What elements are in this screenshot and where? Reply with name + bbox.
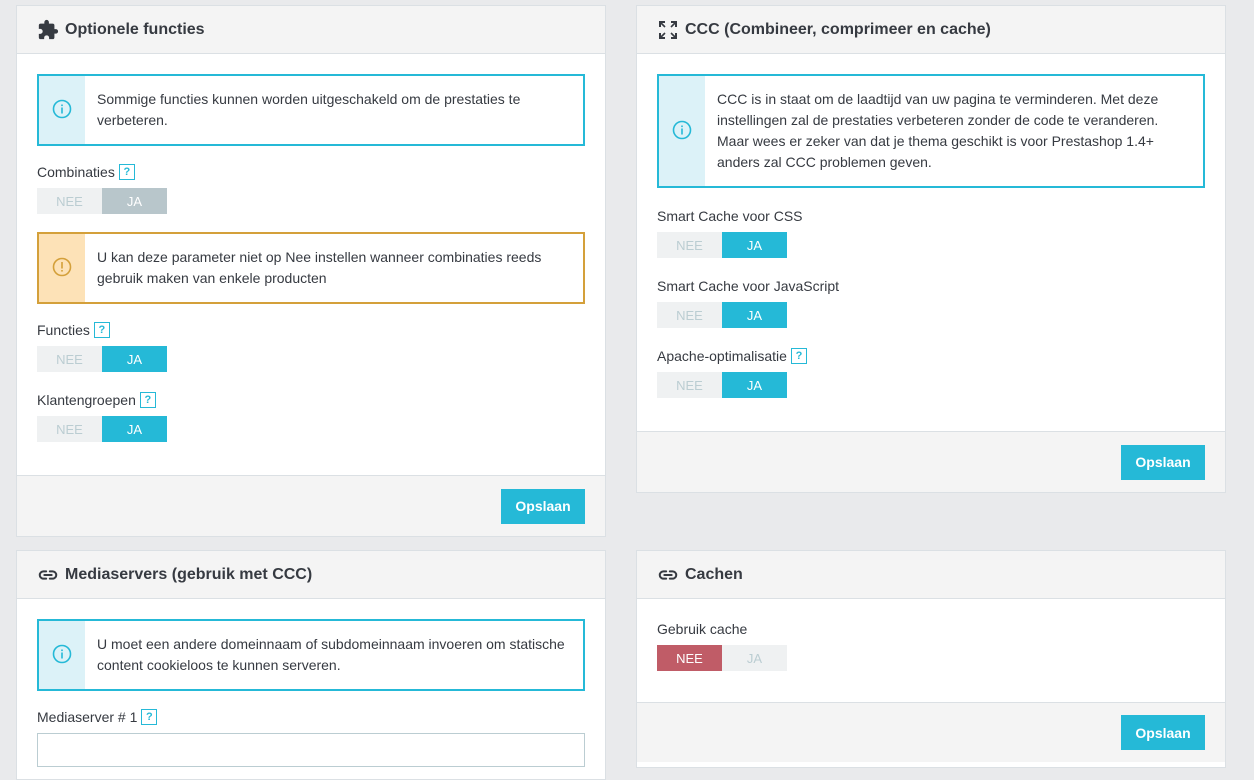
toggle-yes[interactable]: JA — [722, 302, 787, 328]
apache-optimization-toggle[interactable] — [657, 372, 787, 398]
toggle-no[interactable]: NEE — [657, 645, 722, 671]
info-text: CCC is in staat om de laadtijd van uw pagina te verminderen. Met deze instellingen zal de prestaties verbeteren zonder de code te veranderen. Maar wees er zeker van dat je thema geschikt is voor Prestashop 1.4+ anders zal CCC problemen geven. — [717, 91, 1159, 170]
panel-title: CCC (Combineer, comprimeer en cache) — [685, 20, 991, 38]
panel-footer — [637, 431, 1225, 492]
toggle-yes[interactable]: JA — [722, 645, 787, 671]
customer-groups-toggle[interactable] — [37, 416, 167, 442]
help-icon[interactable]: ? — [140, 392, 156, 408]
info-alert — [37, 74, 585, 146]
use-cache-label: Gebruik cache — [657, 621, 748, 637]
warning-text: U kan deze parameter niet op Nee instellen wanneer combinaties reeds gebruik maken van enkele producten — [97, 249, 542, 286]
combinations-label: Combinaties — [37, 164, 115, 180]
toggle-yes[interactable]: JA — [102, 188, 167, 214]
info-icon — [52, 99, 72, 122]
help-icon[interactable]: ? — [119, 164, 135, 180]
panel-footer — [17, 475, 605, 536]
info-text: Sommige functies kunnen worden uitgeschakeld om de prestaties te verbeteren. — [97, 91, 521, 128]
help-icon[interactable]: ? — [141, 709, 157, 725]
save-button[interactable]: Opslaan — [1121, 445, 1205, 480]
media-servers-panel — [16, 550, 606, 780]
link-icon — [657, 564, 679, 586]
media-server-1-input[interactable] — [37, 733, 585, 767]
features-toggle[interactable] — [37, 346, 167, 372]
toggle-yes[interactable]: JA — [722, 232, 787, 258]
toggle-no[interactable]: NEE — [37, 416, 102, 442]
info-alert — [37, 619, 585, 691]
media-server-1-label: Mediaserver # 1 — [37, 709, 138, 725]
warning-icon — [52, 257, 72, 280]
panel-title: Mediaservers (gebruik met CCC) — [65, 565, 313, 583]
info-icon — [672, 120, 692, 143]
warning-alert — [37, 232, 585, 304]
optional-features-header — [17, 6, 605, 54]
info-icon — [52, 644, 72, 667]
toggle-no[interactable]: NEE — [657, 232, 722, 258]
smart-cache-css-toggle[interactable] — [657, 232, 787, 258]
ccc-header — [637, 6, 1225, 54]
toggle-yes[interactable]: JA — [102, 416, 167, 442]
toggle-no[interactable]: NEE — [657, 302, 722, 328]
optional-features-panel — [16, 5, 606, 537]
smart-cache-js-toggle[interactable] — [657, 302, 787, 328]
apache-optimization-label: Apache-optimalisatie — [657, 348, 787, 364]
save-button[interactable]: Opslaan — [1121, 715, 1205, 750]
toggle-no[interactable]: NEE — [37, 188, 102, 214]
save-button[interactable]: Opslaan — [501, 489, 585, 524]
panel-title: Cachen — [685, 565, 743, 583]
toggle-yes[interactable]: JA — [102, 346, 167, 372]
info-alert — [657, 74, 1205, 188]
panel-title: Optionele functies — [65, 20, 205, 38]
toggle-no[interactable]: NEE — [37, 346, 102, 372]
smart-cache-js-label: Smart Cache voor JavaScript — [657, 278, 840, 294]
info-text: U moet een andere domeinnaam of subdomeinnaam invoeren om statische content cookieloos te kunnen serveren. — [97, 636, 565, 673]
combinations-toggle[interactable] — [37, 188, 167, 214]
panel-footer — [637, 702, 1225, 762]
expand-icon — [657, 19, 679, 41]
help-icon[interactable]: ? — [94, 322, 110, 338]
help-icon[interactable]: ? — [791, 348, 807, 364]
cache-header — [637, 551, 1225, 599]
use-cache-toggle[interactable] — [657, 645, 787, 671]
toggle-yes[interactable]: JA — [722, 372, 787, 398]
link-icon — [37, 564, 59, 586]
toggle-no[interactable]: NEE — [657, 372, 722, 398]
ccc-panel — [636, 5, 1226, 493]
cache-panel — [636, 550, 1226, 768]
features-label: Functies — [37, 322, 90, 338]
customer-groups-label: Klantengroepen — [37, 392, 136, 408]
smart-cache-css-label: Smart Cache voor CSS — [657, 208, 803, 224]
media-servers-header — [17, 551, 605, 599]
puzzle-icon — [37, 19, 59, 41]
